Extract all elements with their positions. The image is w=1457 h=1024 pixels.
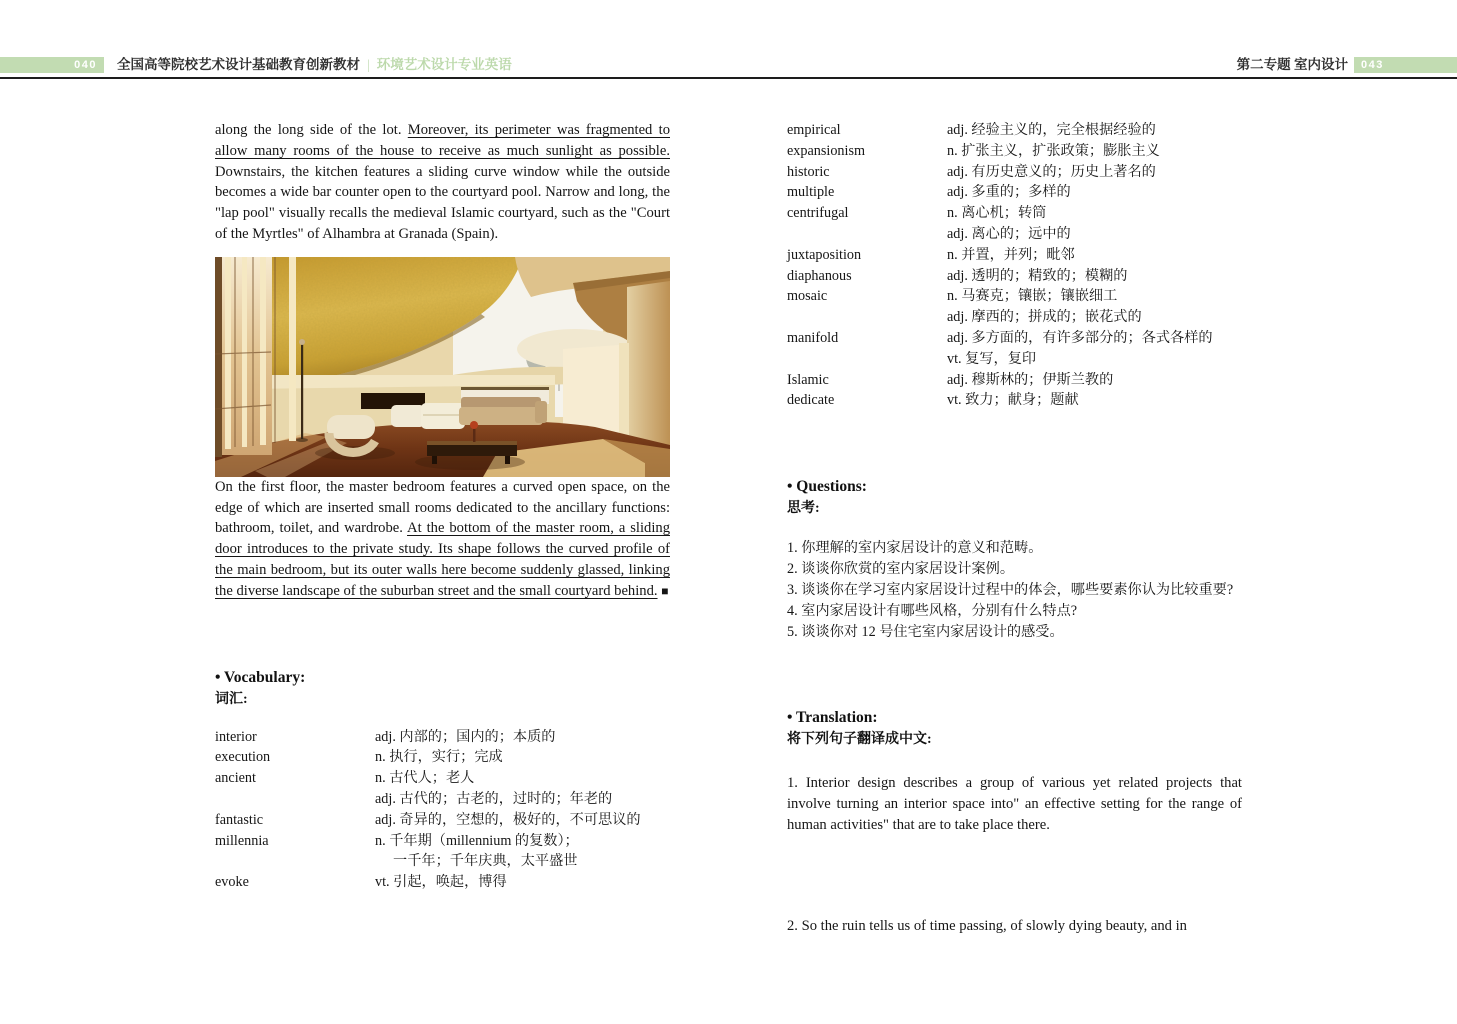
paragraph-1 (215, 120, 670, 245)
paragraph-2-start: On the first floor, the master bedroom features a curved open space, on the edge of which are inserted small rooms dedicated to the ancillary functions: bathroom, toilet, and wardrobe. (215, 478, 670, 537)
question-item: 3. 谈谈你在学习室内家居设计过程中的体会，哪些要素你认为比较重要? (787, 582, 1234, 599)
vocab-definitions (375, 872, 670, 893)
vocab-definition-line: n. 千年期（millennium 的复数）； (375, 832, 579, 849)
vocab-definition-line: n. 马赛克；镶嵌；镶嵌细工 (947, 288, 1118, 305)
vocab-definition-line: n. 扩张主义，扩张政策；膨胀主义 (947, 142, 1160, 159)
vocab-definition-line: n. 离心机；转筒 (947, 205, 1047, 222)
left-page-number-bar (0, 57, 104, 73)
vocab-definitions (947, 141, 1242, 162)
vocab-entry (787, 203, 1242, 245)
vocab-entry (787, 120, 1242, 141)
vocab-definitions (375, 727, 670, 748)
header-separator: | (367, 57, 370, 72)
translation-list (787, 773, 1242, 936)
question-item: 4. 室内家居设计有哪些风格，分别有什么特点? (787, 603, 1078, 620)
vocab-definition-line: adj. 摩西的；拼成的；嵌花式的 (947, 309, 1142, 326)
questions-section-heading (787, 476, 1242, 520)
vocab-definition-line: n. 并置，并列；毗邻 (947, 246, 1075, 263)
vocab-definitions (947, 245, 1242, 266)
vocab-definitions (947, 162, 1242, 183)
paragraph-2-underlined: At the bottom of the master room, a sliding door introduces to the private study. Its shape follows the curved profile of the main bedroom, but its outer walls here become suddenly glassed, linking the diverse landscape of the suburban street and the small courtyard behind. (215, 520, 670, 599)
vocab-definitions (375, 768, 670, 810)
questions-heading-zh: 思考: (787, 501, 820, 517)
vocab-entry (215, 810, 670, 831)
course-subtitle: 环境艺术设计专业英语 (376, 57, 512, 72)
vocab-word: dedicate (787, 392, 835, 409)
vocab-definitions (947, 203, 1242, 245)
vocab-definitions (947, 370, 1242, 391)
vocab-entry (787, 141, 1242, 162)
vocab-definitions (375, 810, 670, 831)
vocab-word: mosaic (787, 288, 828, 305)
vocab-definitions (947, 120, 1242, 141)
vocab-definition-line: vt. 致力；献身；题献 (947, 392, 1079, 409)
vocab-entry (787, 328, 1242, 370)
translation-item: 1. Interior design describes a group of various yet related projects that involve turning an interior space into" an effective setting for the range of human activities" that are to take place there. (787, 775, 1242, 833)
vocab-entry (787, 266, 1242, 287)
paragraph-1-end: Downstairs, the kitchen features a sliding curve window while the outside becomes a wide bar counter open to the courtyard pool. Narrow and long, the "lap pool" visually recalls the medieval Islamic courtyard, such as the "Court of the Myrtles" of Alhambra at Granada (Spain). (215, 163, 670, 242)
vocab-entry (215, 831, 670, 873)
vocab-word: execution (215, 749, 271, 766)
vocab-word: expansionism (787, 142, 866, 159)
vocabulary-heading-en: • Vocabulary: (215, 668, 306, 686)
vocab-entry (215, 747, 670, 768)
vocab-word: empirical (787, 122, 841, 138)
vocab-entry (787, 245, 1242, 266)
vocab-definitions (947, 286, 1242, 328)
right-page-number: 043 (1361, 59, 1384, 71)
vocabulary-list-left (215, 727, 670, 893)
vocab-entry (787, 162, 1242, 183)
question-item: 5. 谈谈你对 12 号住宅室内家居设计的感受。 (787, 624, 1064, 641)
vocab-definition-line: 一千年；千年庆典，太平盛世 (393, 853, 578, 870)
vocab-word: interior (215, 728, 257, 745)
left-page-number: 040 (74, 59, 97, 71)
vocab-definition-line: adj. 透明的；精致的；模糊的 (947, 267, 1128, 284)
right-page-column (787, 120, 1242, 936)
vocab-definition-line: adj. 奇异的，空想的，极好的，不可思议的 (375, 811, 641, 828)
vocabulary-heading-zh: 词汇: (215, 691, 248, 707)
vocab-entry (787, 390, 1242, 411)
vocab-definition-line: adj. 经验主义的，完全根据经验的 (947, 122, 1156, 138)
right-running-header (1237, 55, 1348, 74)
vocab-word: Islamic (787, 371, 829, 388)
interior-render-figure (215, 257, 670, 477)
vocab-definitions (947, 328, 1242, 370)
vocab-word: ancient (215, 770, 256, 787)
vocab-definition-line: adj. 内部的；国内的；本质的 (375, 728, 556, 745)
question-item: 1. 你理解的室内家居设计的意义和范畴。 (787, 540, 1043, 557)
vocab-word: fantastic (215, 811, 264, 828)
translation-item: 2. So the ruin tells us of time passing, of slowly dying beauty, and in (787, 917, 1187, 934)
vocab-word: diaphanous (787, 267, 852, 284)
vocab-word: manifold (787, 329, 839, 346)
series-title: 全国高等院校艺术设计基础教育创新教材 (117, 57, 360, 72)
vocab-definition-line: adj. 有历史意义的；历史上著名的 (947, 163, 1156, 180)
vocab-word: evoke (215, 874, 249, 891)
vocab-word: historic (787, 163, 830, 180)
paragraph-2 (215, 477, 670, 602)
vocab-definitions (947, 390, 1242, 411)
header-rule (0, 77, 1457, 79)
question-item: 2. 谈谈你欣赏的室内家居设计案例。 (787, 561, 1015, 578)
vocab-entry (787, 286, 1242, 328)
vocab-definitions (375, 831, 670, 873)
vocabulary-section-heading (215, 667, 670, 711)
vocab-entry (787, 182, 1242, 203)
section-title: 第二专题 室内设计 (1236, 57, 1348, 72)
vocab-definition-line: adj. 多重的；多样的 (947, 184, 1071, 201)
vocab-definition-line: adj. 穆斯林的；伊斯兰教的 (947, 371, 1114, 388)
vocab-entry (215, 872, 670, 893)
interior-render-art (215, 257, 670, 477)
questions-list (787, 538, 1242, 643)
vocab-definition-line: adj. 离心的；远中的 (947, 225, 1071, 242)
translation-heading-en: • Translation: (787, 709, 878, 727)
vocab-entry (787, 370, 1242, 391)
vocab-word: juxtaposition (787, 246, 862, 263)
vocab-definition-line: adj. 多方面的，有许多部分的；各式各样的 (947, 329, 1213, 346)
paragraph-1-start: along the long side of the lot. (215, 122, 408, 138)
vocab-definition-line: n. 古代人；老人 (375, 770, 475, 787)
questions-heading-en: • Questions: (787, 478, 867, 496)
right-page-number-bar (1354, 57, 1457, 73)
vocab-word: centrifugal (787, 205, 849, 222)
vocab-definition-line: n. 执行，实行；完成 (375, 749, 503, 766)
vocab-definitions (375, 747, 670, 768)
left-running-header (117, 55, 512, 74)
vocab-definition-line: vt. 复写，复印 (947, 350, 1037, 367)
vocab-word: multiple (787, 184, 835, 201)
vocab-entry (215, 768, 670, 810)
vocab-entry (215, 727, 670, 748)
translation-section-heading (787, 707, 1242, 751)
vocab-definition-line: vt. 引起，唤起，博得 (375, 874, 507, 891)
vocab-word: millennia (215, 832, 269, 849)
translation-heading-zh: 将下列句子翻译成中文: (787, 732, 932, 748)
end-of-article-marker: ■ (661, 583, 669, 598)
vocab-definitions (947, 182, 1242, 203)
left-page-column (215, 120, 670, 893)
vocabulary-list-right (787, 120, 1242, 411)
paragraph-1-underlined: Moreover, its perimeter was fragmented to allow many rooms of the house to receive as much sunlight as possible. (215, 122, 670, 159)
vocab-definitions (947, 266, 1242, 287)
vocab-definition-line: adj. 古代的；古老的，过时的；年老的 (375, 790, 613, 807)
